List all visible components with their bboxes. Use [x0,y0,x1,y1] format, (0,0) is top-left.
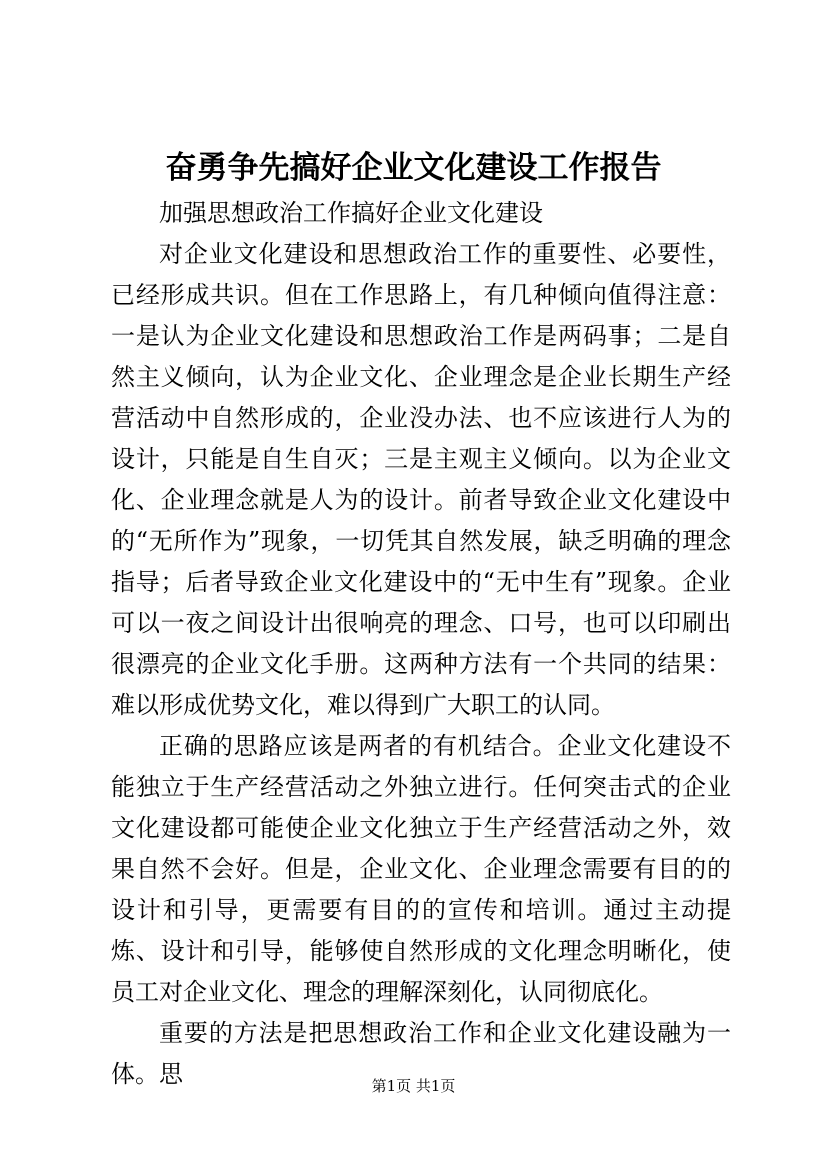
body-paragraph: 重要的方法是把思想政治工作和企业文化建设融为一体。思 [111,1019,731,1088]
body-paragraph: 对企业文化建设和思想政治工作的重要性、必要性，已经形成共识。但在工作思路上，有几种倾向值得注意：一是认为企业文化建设和思想政治工作是两码事；二是自然主义倾向，认为企业文化、企业理念是企业长期生产经营活动中自然形成的，企业没办法、也不应该进行人为的设计，只能是自生自灭；三是主观主义倾向。以为企业文化、企业理念就是人为的设计。前者导致企业文化建设中的“无所作为”现象，一切凭其自然发展，缺乏明确的理念指导；后者导致企业文化建设中的“无中生有”现象。企业可以一夜之间设计出很响亮的理念、口号，也可以印刷出很漂亮的企业文化手册。这两种方法有一个共同的结果：难以形成优势文化，难以得到广大职工的认同。 [111,240,731,719]
document-body [111,193,731,1095]
body-paragraph: 正确的思路应该是两者的有机结合。企业文化建设不能独立于生产经营活动之外独立进行。任何突击式的企业文化建设都可能使企业文化独立于生产经营活动之外，效果自然不会好。但是，企业文化、企业理念需要有目的的设计和引导，更需要有目的的宣传和培训。通过主动提炼、设计和引导，能够使自然形成的文化理念明晰化，使员工对企业文化、理念的理解深刻化，认同彻底化。 [111,732,731,1006]
page-footer: 第1页 共1页 [371,1077,456,1095]
document-subtitle: 加强思想政治工作搞好企业文化建设 [159,199,543,227]
document-title: 奋勇争先搞好企业文化建设工作报告 [165,150,662,186]
